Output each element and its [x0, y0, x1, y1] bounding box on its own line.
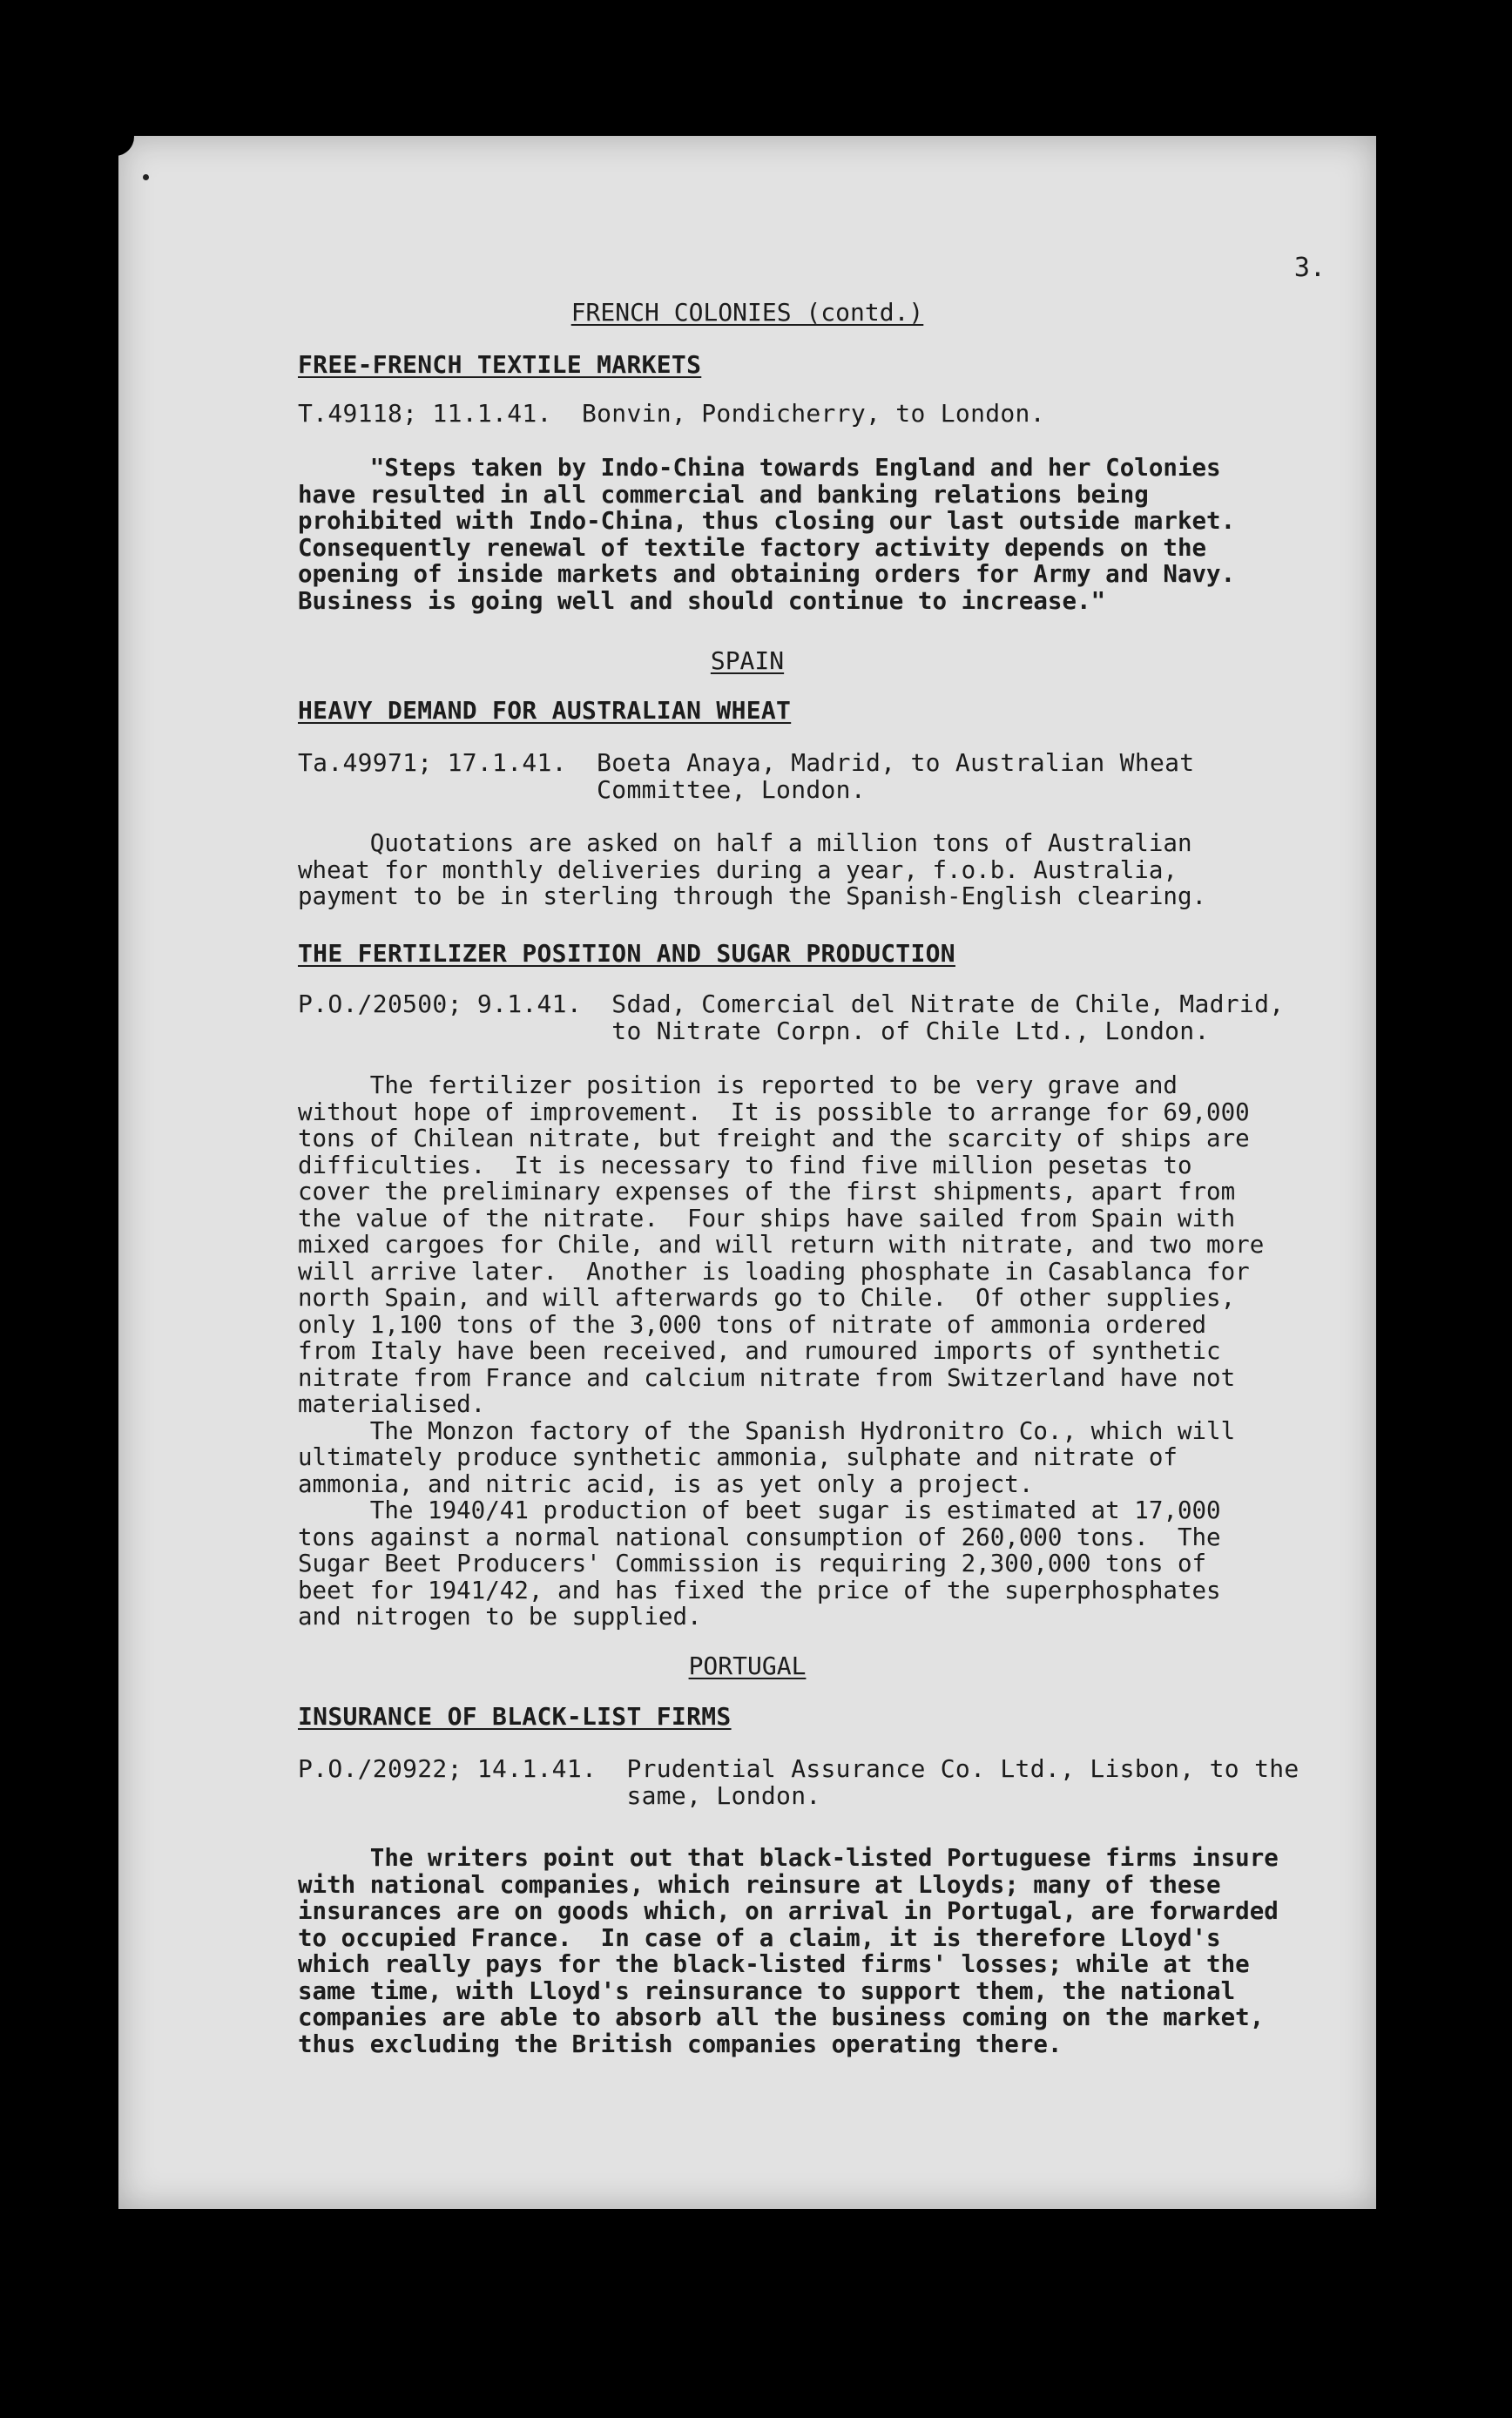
- paragraph-fertilizer: The fertilizer position is reported to be very grave and without hope of improvement. It is possible to arrange for 69,000 tons of Chilean nitrate, but freight and the scarcity of ships are difficulties. It is necessary to find five million pesetas to cover the preliminary expenses of the first shipments, apart from the value of the nitrate. Four ships have sailed from Spain with mixed cargoes for Chile, and will return with nitrate, and two more will arrive later. Another is loading phosphate in Casablanca for north Spain, and will afterwards go to Chile. Of other supplies, only 1,100 tons of the 3,000 tons of nitrate of ammonia ordered from Italy have been received, and rumoured imports of synthetic nitrate from France and calcium nitrate from Switzerland have not materialised. The Monzon factory of the Spanish Hydronitro Co., which will ultimately produce synthetic ammonia, sulphate and nitrate of ammonia, and nitric acid, is as yet only a project. The 1940/41 production of beet sugar is estimated at 17,000 tons against a normal national consumption of 260,000 tons. The Sugar Beet Producers' Commission is requiring 2,300,000 tons of beet for 1941/42, and has fixed the price of the superphosphates and nitrogen to be supplied.: [298, 1071, 1265, 1631]
- reference-line: Ta.49971; 17.1.41. Boeta Anaya, Madrid, to Australian Wheat Committee, London.: [298, 748, 1195, 804]
- heading-free-french-textile-markets: FREE-FRENCH TEXTILE MARKETS: [298, 350, 702, 379]
- page-number: 3.: [1293, 253, 1326, 283]
- document-page: [118, 136, 1376, 2209]
- reference-line: T.49118; 11.1.41. Bonvin, Pondicherry, to London.: [298, 399, 1045, 428]
- speck: [143, 174, 149, 180]
- punch-hole: [96, 118, 134, 156]
- heading-black-list-insurance: INSURANCE OF BLACK-LIST FIRMS: [298, 1702, 732, 1731]
- heading-fertilizer-sugar: THE FERTILIZER POSITION AND SUGAR PRODUCTION: [298, 939, 955, 968]
- paragraph-textile: "Steps taken by Indo-China towards England and her Colonies have resulted in all commercial and banking relations being prohibited with Indo-China, thus closing our last outside market. Consequently renewal of textile factory activity depends on the opening of inside markets and obtaining orders for Army and Navy. Business is going well and should continue to increase.": [298, 454, 1236, 615]
- heading-australian-wheat: HEAVY DEMAND FOR AUSTRALIAN WHEAT: [298, 696, 792, 725]
- paragraph-insurance: The writers point out that black-listed Portuguese firms insure with national companies, which reinsure at Lloyds; many of these insurances are on goods which, on arrival in Portugal, are forwarded to occupied France. In case of a claim, it is therefore Lloyd's which really pays for the black-listed firms' losses; while at the same time, with Lloyd's reinsurance to support them, the national companies are able to absorb all the business coming on the market, thus excluding the British companies operating there.: [298, 1844, 1279, 2058]
- paragraph-wheat: Quotations are asked on half a million tons of Australian wheat for monthly deliveries during a year, f.o.b. Australia, payment to be in sterling through the Spanish-English clearing.: [298, 829, 1207, 910]
- reference-line: P.O./20500; 9.1.41. Sdad, Comercial del Nitrate de Chile, Madrid, to Nitrate Corpn. of Chile Ltd., London.: [298, 989, 1285, 1045]
- section-title-portugal: PORTUGAL: [688, 1651, 807, 1680]
- reference-line: P.O./20922; 14.1.41. Prudential Assurance Co. Ltd., Lisbon, to the same, London.: [298, 1754, 1299, 1810]
- section-title-spain: SPAIN: [710, 646, 785, 675]
- section-title-french-colonies: FRENCH COLONIES (contd.): [570, 298, 924, 327]
